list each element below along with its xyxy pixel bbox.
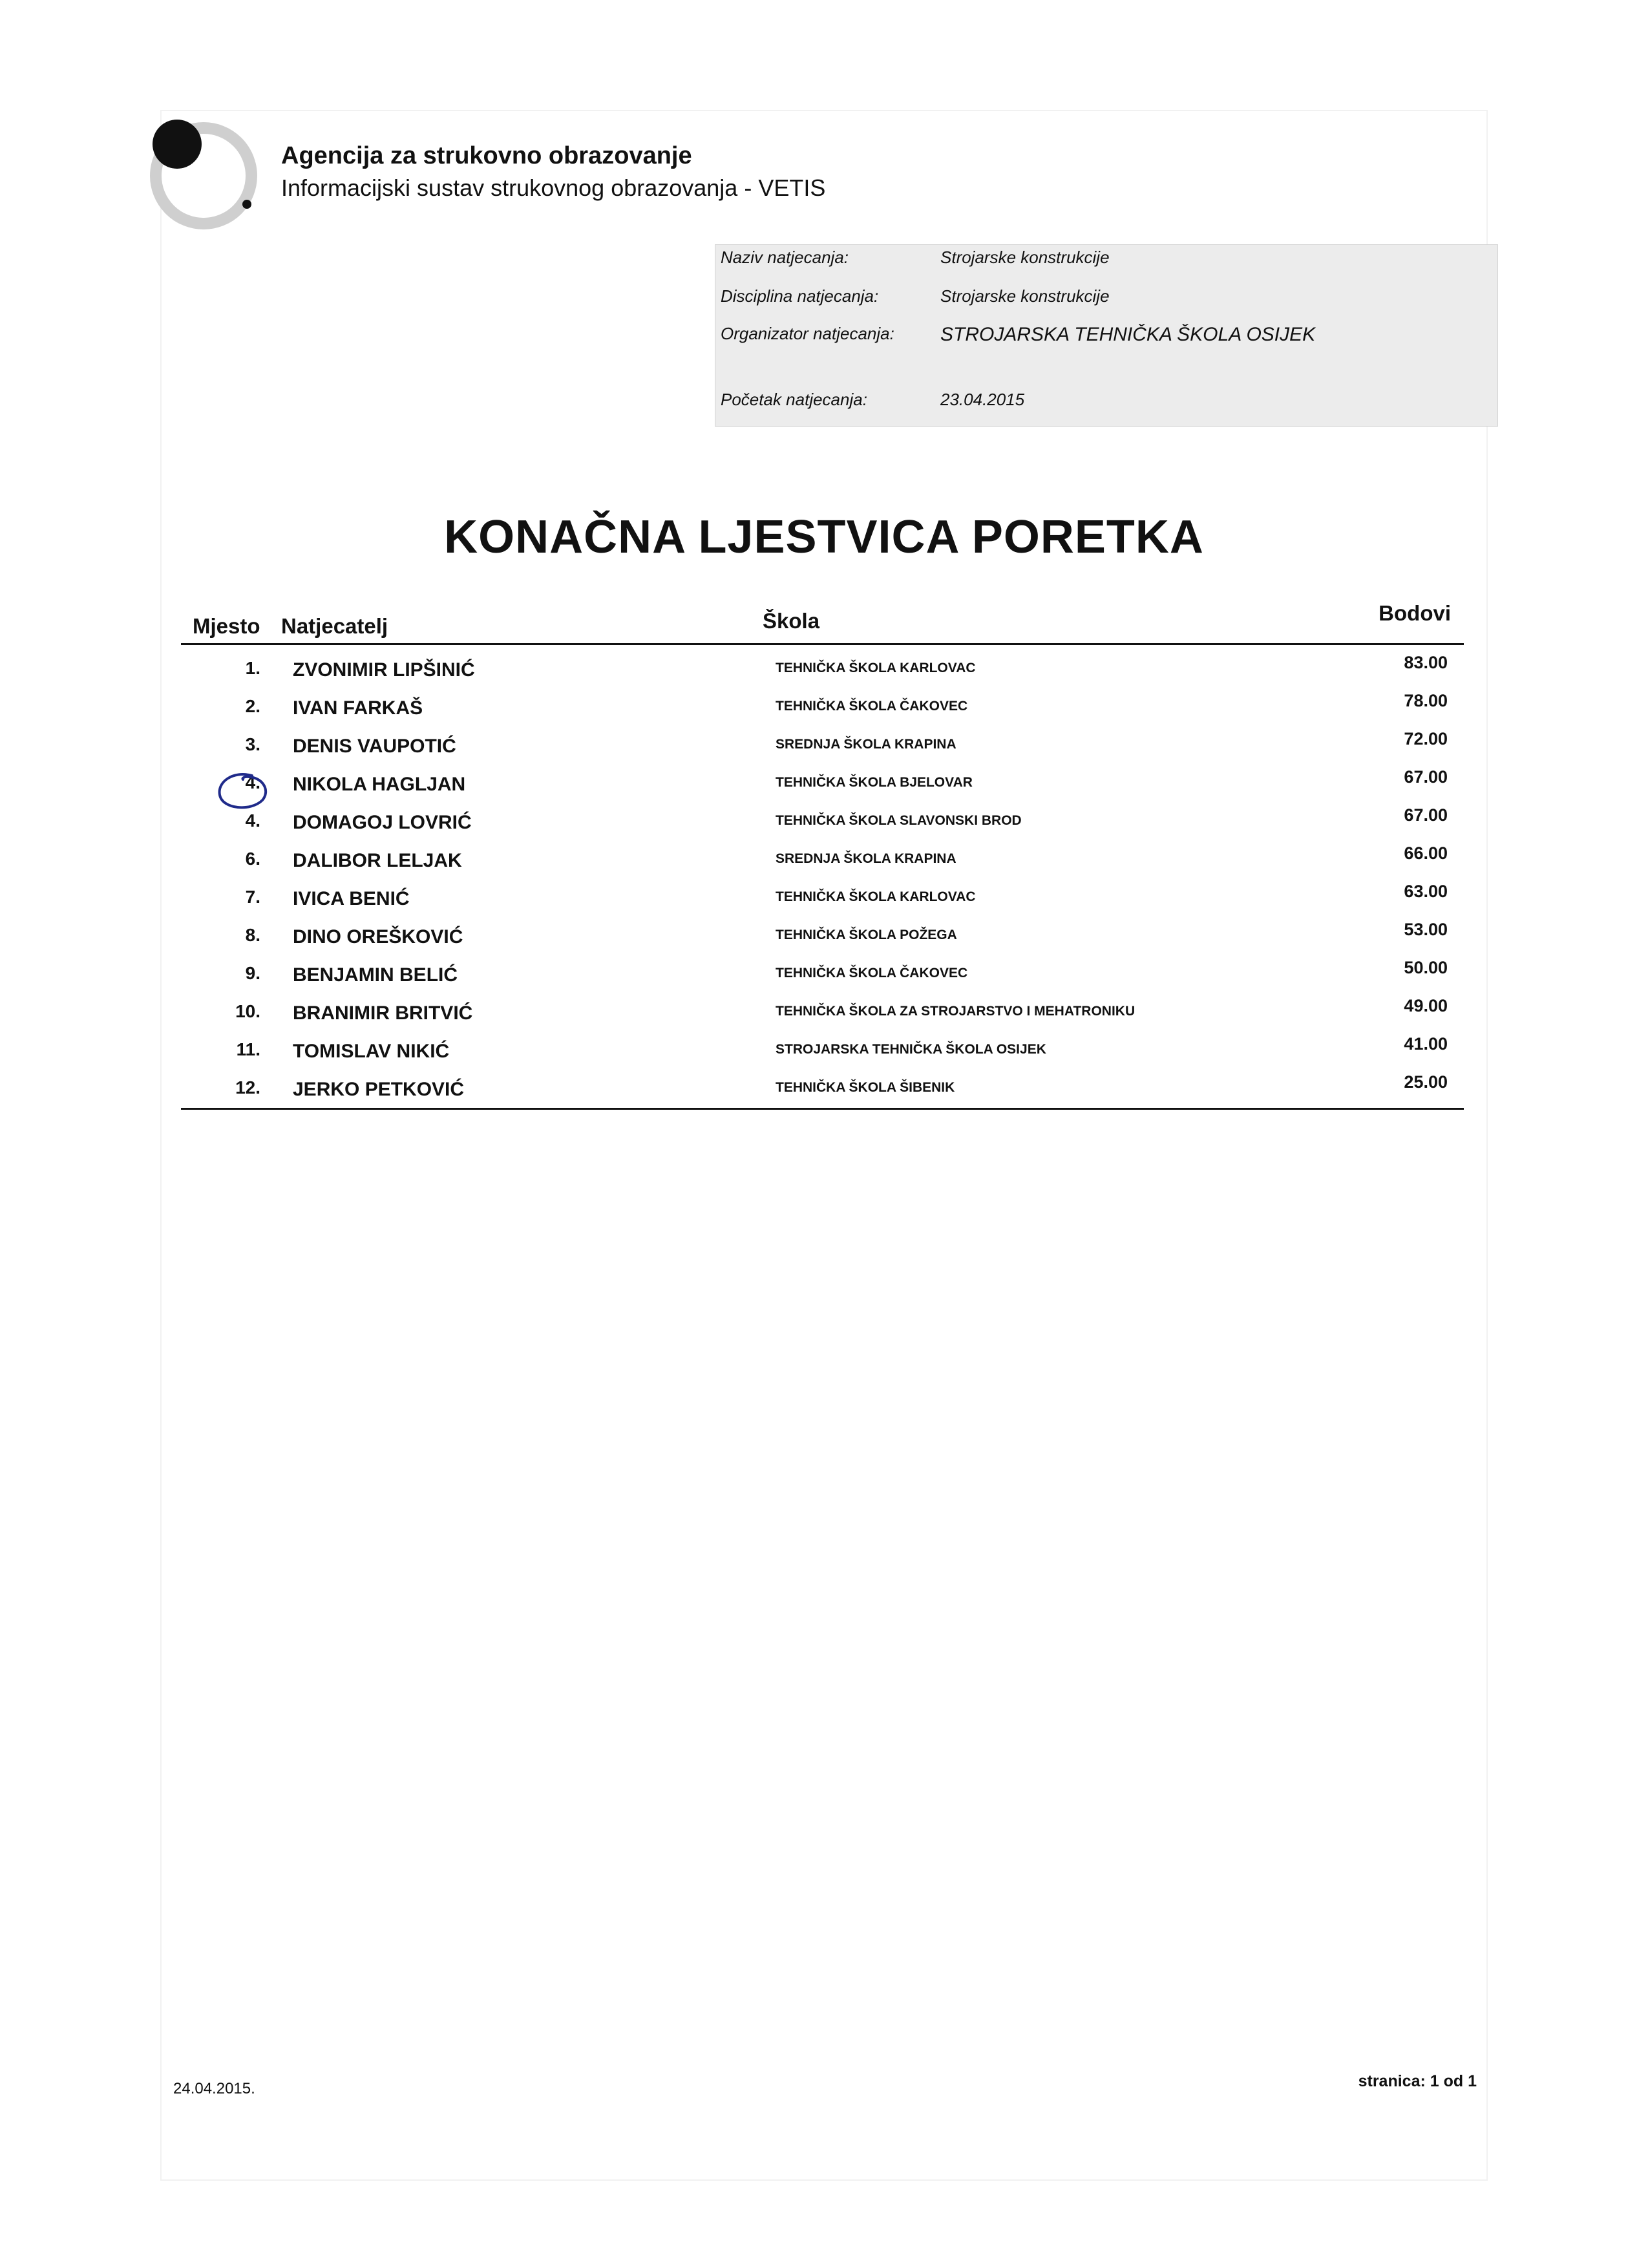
row-competitor: ZVONIMIR LIPŠINIĆ [293,659,475,681]
row-competitor: DINO OREŠKOVIĆ [293,926,463,948]
row-place: 1. [245,658,260,678]
row-place: 11. [236,1039,260,1059]
info-organizer-label: Organizator natjecanja: [721,324,894,343]
header-school: Škola [763,609,820,633]
row-points: 67.00 [1404,805,1448,825]
row-points: 25.00 [1404,1072,1448,1092]
footer-date: 24.04.2015. [173,2080,255,2097]
row-school: TEHNIČKA ŠKOLA BJELOVAR [776,775,973,790]
row-competitor: BENJAMIN BELIĆ [293,964,458,986]
row-points: 66.00 [1404,843,1448,863]
info-row-discipline [721,286,1490,312]
row-school: SREDNJA ŠKOLA KRAPINA [776,737,956,752]
row-points: 41.00 [1404,1034,1448,1054]
row-points: 83.00 [1404,653,1448,672]
handwritten-circle-mark [213,769,270,814]
info-name-label: Naziv natjecanja: [721,248,849,267]
row-points: 49.00 [1404,996,1448,1015]
table-row [181,805,1467,843]
table-row [181,920,1467,958]
row-school: TEHNIČKA ŠKOLA ČAKOVEC [776,699,968,714]
row-school: TEHNIČKA ŠKOLA SLAVONSKI BROD [776,813,1022,828]
row-place: 3. [245,734,260,754]
row-place: 4. [245,811,260,831]
row-place: 6. [245,849,260,869]
row-school: SREDNJA ŠKOLA KRAPINA [776,851,956,866]
info-organizer-value: STROJARSKA TEHNIČKA ŠKOLA OSIJEK [940,324,1316,345]
agency-logo-icon [149,116,259,233]
system-name: Informacijski sustav strukovnog obrazovanja - VETIS [281,175,826,201]
row-points: 50.00 [1404,958,1448,977]
table-bottom-rule [181,1108,1464,1110]
footer-page-number: stranica: 1 od 1 [1358,2072,1477,2090]
row-points: 67.00 [1404,767,1448,787]
row-school: TEHNIČKA ŠKOLA ZA STROJARSTVO I MEHATRONIKU [776,1004,1136,1019]
table-row [181,958,1467,996]
row-school: TEHNIČKA ŠKOLA ČAKOVEC [776,966,968,980]
table-row [181,729,1467,767]
info-row-name [721,248,1490,273]
table-header [181,601,1467,646]
row-school: STROJARSKA TEHNIČKA ŠKOLA OSIJEK [776,1042,1046,1057]
table-row [181,996,1467,1034]
table-top-rule [181,643,1464,645]
info-discipline-value: Strojarske konstrukcije [940,286,1110,306]
row-school: TEHNIČKA ŠKOLA KARLOVAC [776,661,976,675]
header-points: Bodovi [1379,601,1451,625]
row-competitor: TOMISLAV NIKIĆ [293,1041,450,1062]
row-points: 78.00 [1404,691,1448,710]
row-points: 72.00 [1404,729,1448,748]
row-place: 10. [235,1001,260,1021]
header-place: Mjesto [193,614,260,638]
table-row [181,843,1467,882]
row-competitor: DALIBOR LELJAK [293,850,462,871]
row-place: 4. [245,772,260,792]
table-row [181,1072,1467,1110]
row-points: 53.00 [1404,920,1448,939]
row-competitor: JERKO PETKOVIĆ [293,1079,465,1100]
row-school: TEHNIČKA ŠKOLA KARLOVAC [776,889,976,904]
row-place: 8. [245,925,260,945]
page-title: KONAČNA LJESTVICA PORETKA [444,511,1204,563]
row-place: 12. [235,1077,260,1097]
info-start-value: 23.04.2015 [940,390,1025,409]
agency-name: Agencija za strukovno obrazovanje [281,142,692,169]
row-competitor: IVAN FARKAŠ [293,697,423,719]
row-points: 63.00 [1404,882,1448,901]
table-row [181,882,1467,920]
info-row-organizer [721,324,1490,350]
table-row [181,1034,1467,1072]
info-row-start [721,390,1490,416]
table-row [181,653,1467,691]
info-discipline-label: Disciplina natjecanja: [721,286,879,306]
document-header [149,116,989,246]
header-competitor: Natjecatelj [281,614,388,638]
table-row [181,767,1467,805]
row-competitor: IVICA BENIĆ [293,888,410,909]
row-place: 2. [245,696,260,716]
row-place: 7. [245,887,260,907]
row-competitor: NIKOLA HAGLJAN [293,774,466,795]
row-school: TEHNIČKA ŠKOLA ŠIBENIK [776,1080,955,1095]
table-row [181,691,1467,729]
info-start-label: Početak natjecanja: [721,390,867,409]
row-place: 9. [245,963,260,983]
info-name-value: Strojarske konstrukcije [940,248,1110,267]
row-competitor: DOMAGOJ LOVRIĆ [293,812,472,833]
row-competitor: DENIS VAUPOTIĆ [293,736,456,757]
competition-info-box [715,244,1498,427]
row-school: TEHNIČKA ŠKOLA POŽEGA [776,927,957,942]
row-competitor: BRANIMIR BRITVIĆ [293,1002,473,1024]
